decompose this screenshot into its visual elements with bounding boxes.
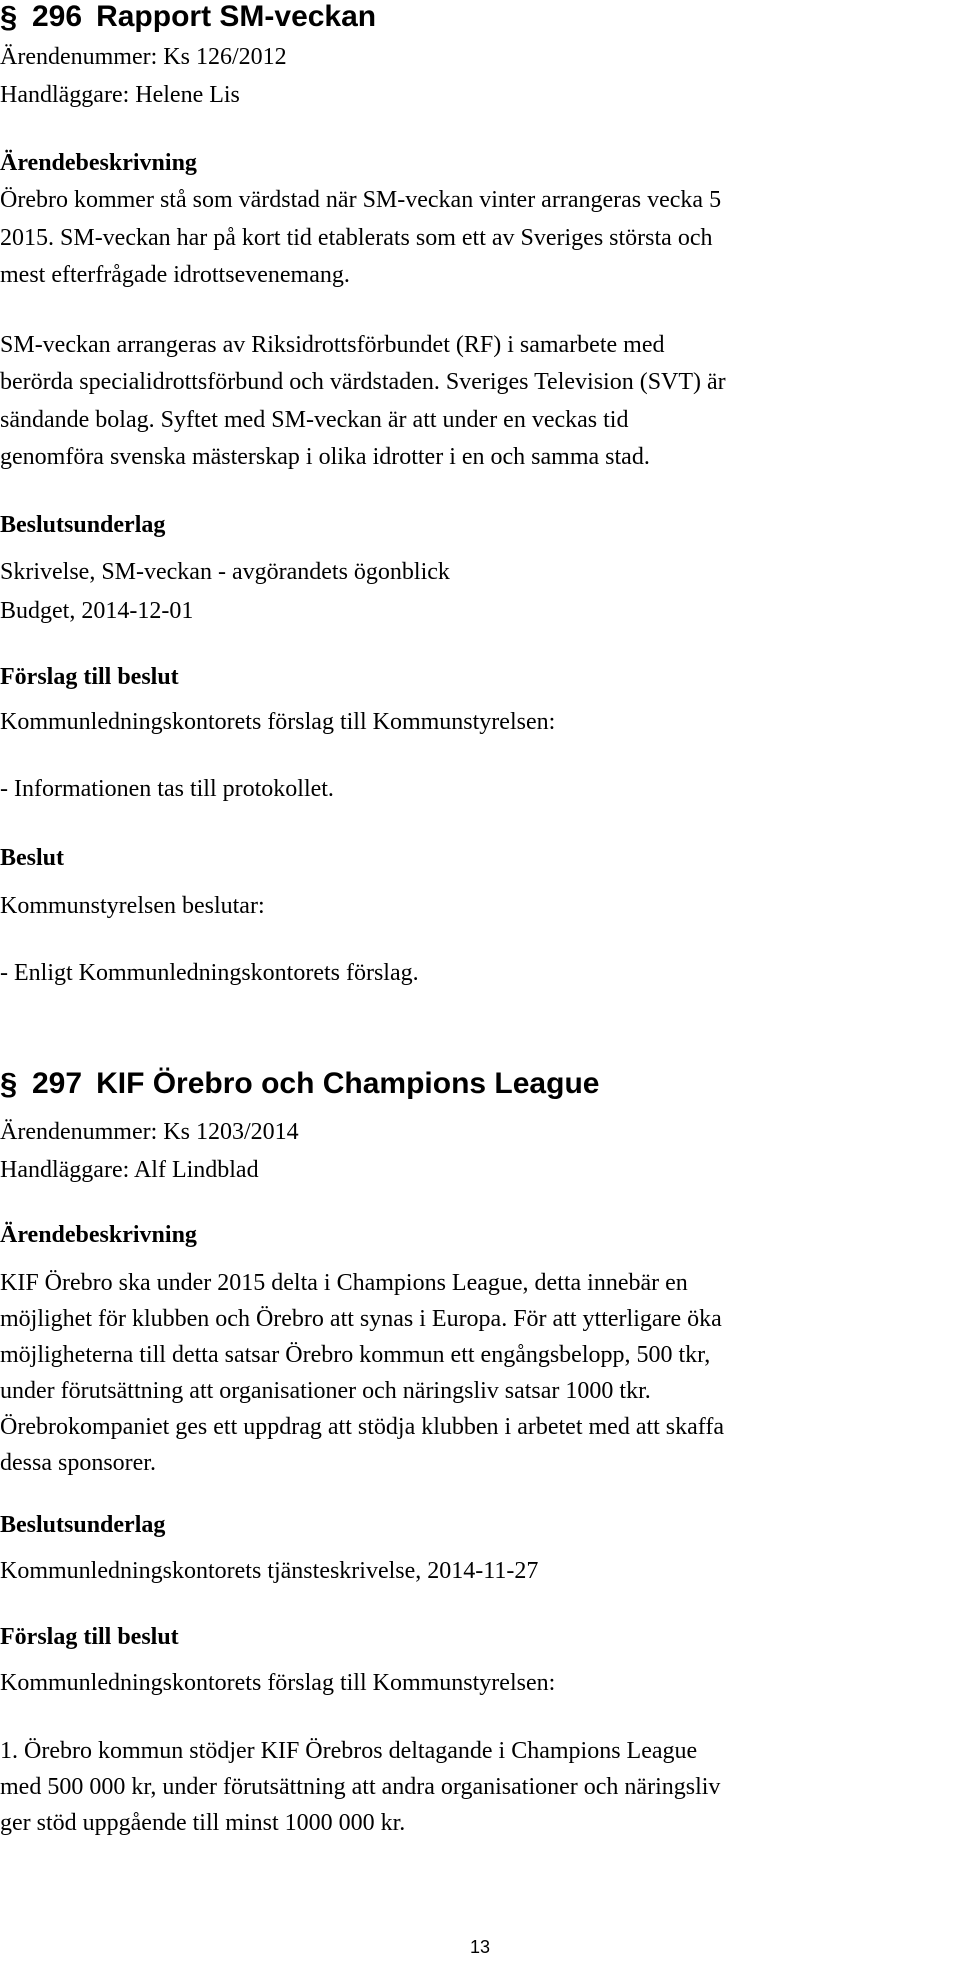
case-number: 297 (32, 1067, 83, 1100)
proposal-intro: Kommunledningskontorets förslag till Kommunstyrelsen: (0, 709, 556, 735)
case-297-heading (0, 1066, 599, 1102)
case-id: Ärendenummer: Ks 1203/2014 (0, 1119, 299, 1145)
description-heading: Ärendebeskrivning (0, 150, 197, 176)
description-line: sändande bolag. Syftet med SM-veckan är att under en veckas tid (0, 407, 629, 433)
description-line: under förutsättning att organisationer och näringsliv satsar 1000 tkr. (0, 1378, 651, 1404)
description-line: berörda specialidrottsförbund och värdstaden. Sveriges Television (SVT) är (0, 369, 726, 395)
proposal-line: 1. Örebro kommun stödjer KIF Örebros deltagande i Champions League (0, 1738, 698, 1764)
decision-intro: Kommunstyrelsen beslutar: (0, 893, 265, 919)
description-line: Örebrokompaniet ges ett uppdrag att stödja klubben i arbetet med att skaffa (0, 1414, 724, 1440)
case-title: Rapport SM-veckan (96, 0, 377, 33)
proposal-intro: Kommunledningskontorets förslag till Kommunstyrelsen: (0, 1670, 556, 1696)
description-line: 2015. SM-veckan har på kort tid etablerats som ett av Sveriges största och (0, 225, 713, 251)
proposal-line: med 500 000 kr, under förutsättning att andra organisationer och näringsliv (0, 1774, 721, 1800)
case-title: KIF Örebro och Champions League (96, 1067, 600, 1100)
section-sign-icon: § (0, 1066, 18, 1101)
description-line: genomföra svenska mästerskap i olika idrotter i en och samma stad. (0, 444, 650, 470)
case-296-heading (0, 0, 376, 35)
description-line: Örebro kommer stå som värdstad när SM-veckan vinter arrangeras vecka 5 (0, 187, 722, 213)
case-handler: Handläggare: Helene Lis (0, 82, 240, 108)
decision-heading: Beslut (0, 845, 65, 871)
description-line: möjligheterna till detta satsar Örebro kommun ett engångsbelopp, 500 tkr, (0, 1342, 711, 1368)
proposal-line: ger stöd uppgående till minst 1000 000 kr. (0, 1810, 406, 1836)
proposal-line: - Informationen tas till protokollet. (0, 776, 334, 802)
page-number: 13 (469, 1937, 491, 1957)
section-sign-icon: § (0, 0, 18, 34)
description-line: mest efterfrågade idrottsevenemang. (0, 262, 350, 288)
case-number: 296 (32, 0, 83, 33)
decision-line: - Enligt Kommunledningskontorets förslag. (0, 960, 419, 986)
case-handler: Handläggare: Alf Lindblad (0, 1157, 259, 1183)
basis-line: Budget, 2014-12-01 (0, 598, 194, 624)
basis-line: Kommunledningskontorets tjänsteskrivelse, 2014-11-27 (0, 1558, 539, 1584)
description-line: KIF Örebro ska under 2015 delta i Champions League, detta innebär en (0, 1270, 688, 1296)
case-id: Ärendenummer: Ks 126/2012 (0, 44, 287, 70)
description-line: möjlighet för klubben och Örebro att synas i Europa. För att ytterligare öka (0, 1306, 722, 1332)
proposal-heading: Förslag till beslut (0, 1624, 179, 1650)
description-heading: Ärendebeskrivning (0, 1222, 197, 1248)
proposal-heading: Förslag till beslut (0, 664, 179, 690)
basis-heading: Beslutsunderlag (0, 1512, 166, 1538)
description-line: dessa sponsorer. (0, 1450, 156, 1476)
basis-line: Skrivelse, SM-veckan - avgörandets ögonblick (0, 559, 450, 585)
basis-heading: Beslutsunderlag (0, 512, 166, 538)
description-line: SM-veckan arrangeras av Riksidrottsförbundet (RF) i samarbete med (0, 332, 665, 358)
